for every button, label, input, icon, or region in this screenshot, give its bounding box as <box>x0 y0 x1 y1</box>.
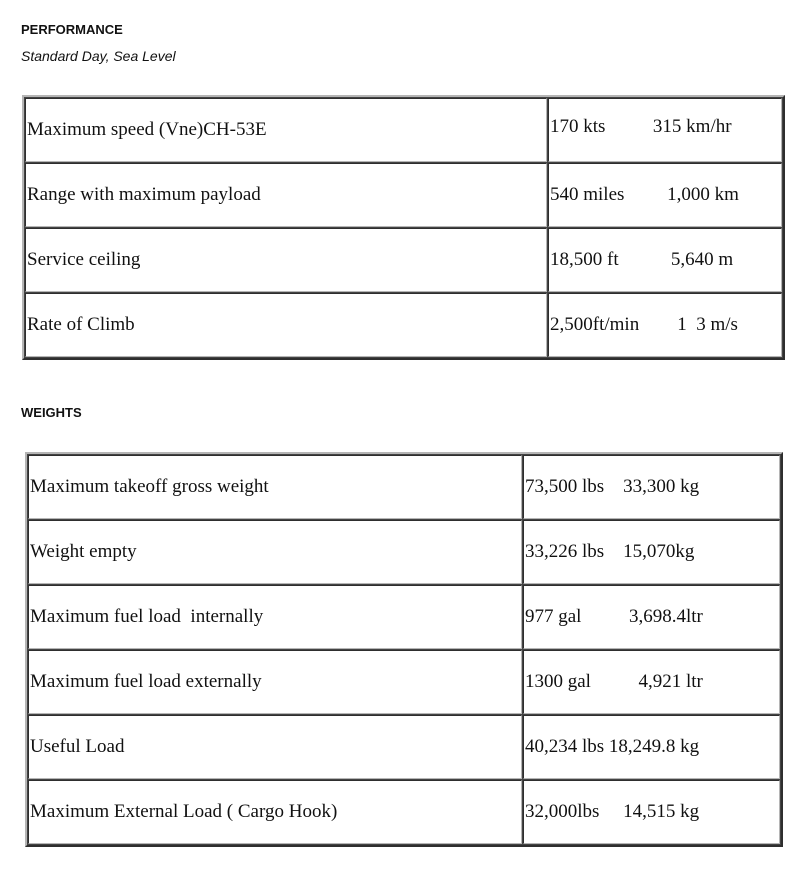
spec-value: 18,500 ft 5,640 m <box>548 228 782 292</box>
spec-value: 33,226 lbs 15,070kg <box>523 520 780 584</box>
table-row <box>25 163 782 227</box>
spec-value: 170 kts 315 km/hr <box>548 98 782 162</box>
spec-value: 2,500ft/min 1 3 m/s <box>548 293 782 357</box>
spec-value: 1300 gal 4,921 ltr <box>523 650 780 714</box>
spec-label: Rate of Climb <box>25 293 547 357</box>
table-row <box>25 98 782 162</box>
spec-value: 73,500 lbs 33,300 kg <box>523 455 780 519</box>
table-row <box>25 293 782 357</box>
table-row <box>28 715 780 779</box>
table-row <box>28 780 780 844</box>
table-row <box>28 650 780 714</box>
spec-label: Weight empty <box>28 520 522 584</box>
spec-label: Maximum fuel load internally <box>28 585 522 649</box>
spec-label: Range with maximum payload <box>25 163 547 227</box>
spec-label: Service ceiling <box>25 228 547 292</box>
spec-value: 40,234 lbs 18,249.8 kg <box>523 715 780 779</box>
performance-table <box>22 95 785 360</box>
spec-label: Maximum External Load ( Cargo Hook) <box>28 780 522 844</box>
spec-label: Useful Load <box>28 715 522 779</box>
performance-heading: PERFORMANCE <box>21 22 123 37</box>
spec-value: 977 gal 3,698.4ltr <box>523 585 780 649</box>
spec-value: 32,000lbs 14,515 kg <box>523 780 780 844</box>
spec-value: 540 miles 1,000 km <box>548 163 782 227</box>
spec-label: Maximum speed (Vne)CH-53E <box>25 98 547 162</box>
spec-label: Maximum takeoff gross weight <box>28 455 522 519</box>
performance-subheading: Standard Day, Sea Level <box>21 48 176 64</box>
table-row <box>25 228 782 292</box>
spec-label: Maximum fuel load externally <box>28 650 522 714</box>
weights-heading: WEIGHTS <box>21 405 82 420</box>
table-row <box>28 455 780 519</box>
table-row <box>28 520 780 584</box>
table-row <box>28 585 780 649</box>
weights-table <box>25 452 783 847</box>
